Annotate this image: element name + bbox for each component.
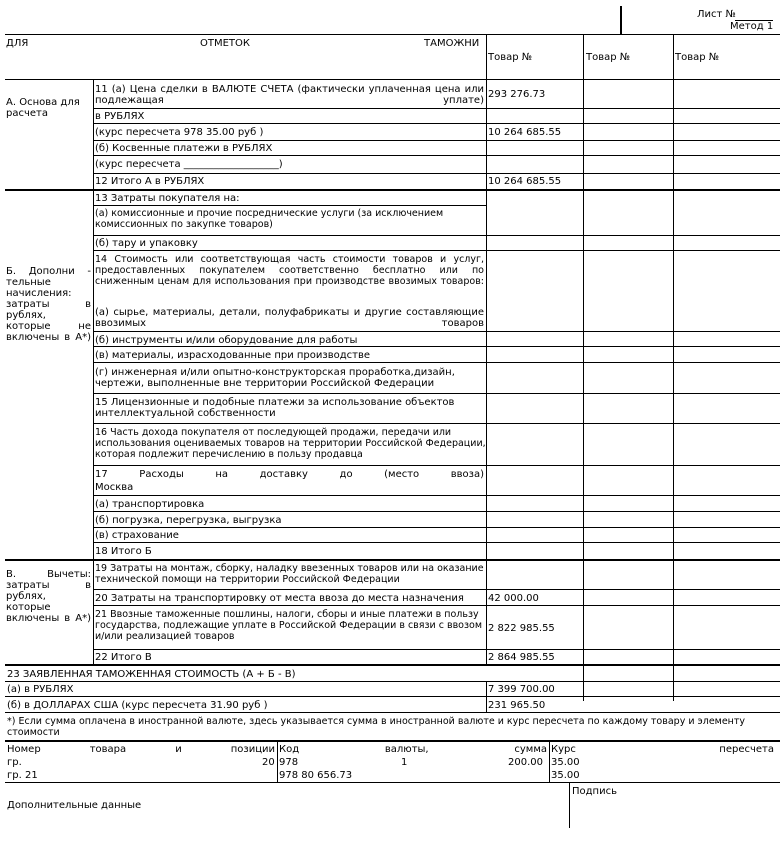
row-23a-label: (а) в РУБЛЯХ (7, 684, 74, 695)
row-17-label: 17 Расходы на доставку до (место ввоза) (95, 469, 484, 480)
row-20-label: 20 Затраты на транспортировку от места ввоза до места назначения (95, 593, 464, 604)
section-c-title: В. Вычеты: затраты в рублях, которые включены в А*) (6, 569, 91, 624)
row-13b-label: (б) тару и упаковку (95, 238, 198, 249)
row-17b-label: (б) погрузка, перегрузка, выгрузка (95, 515, 282, 526)
row-18-label: 18 Итого Б (95, 546, 152, 557)
bottom-row2-code: 978 80 656.73 (279, 770, 353, 781)
row-11b-rate-label: (курс пересчета ___________________) (95, 159, 283, 170)
section-a-title: А. Основа для расчета (6, 97, 80, 119)
row-17a-label: (а) транспортировка (95, 499, 205, 510)
bottom-row1-gr: гр. (7, 757, 22, 768)
row-20-value: 42 000.00 (488, 593, 539, 604)
row-14c-label: (в) материалы, израсходованные при производстве (95, 350, 371, 361)
goods-header-2: Товар № (586, 52, 631, 63)
footnote: *) Если сумма оплачена в иностранной валюте, здесь указывается сумма в иностранной валюте и курс пересчета по каждому товару и элементу стоимости (7, 716, 746, 738)
row-12-label: 12 Итого А в РУБЛЯХ (95, 176, 205, 187)
bottom-row1-n: 1 (401, 757, 408, 768)
bottom-col3-header: Курс пересчета (551, 744, 774, 755)
row-14-label: 14 Стоимость или соответствующая часть стоимости товаров и услуг, предоставленных покупателем соответственно бесплатно или по сниженным ценам для использования при производстве ввозимых товаров: (95, 254, 484, 287)
row-22-label: 22 Итого В (95, 652, 152, 663)
row-14b-label: (б) инструменты и/или оборудование для работы (95, 335, 358, 346)
row-22-value: 2 864 985.55 (488, 652, 555, 663)
row-14d-label: (г) инженерная и/или опытно-конструкторская проработка,дизайн, чертежи, выполненные вне территории Российской Федерации (95, 367, 455, 389)
goods-header-3: Товар № (675, 52, 720, 63)
bottom-row2-gr: гр. 21 (7, 770, 38, 781)
bottom-col2-header: Код валюты, сумма (279, 744, 547, 755)
bottom-col1-header: Номер товара и позиции (7, 744, 275, 755)
section-b-title: Б. Дополни - тельные начисления: затраты в рублях, которые не включены в А*) (6, 266, 91, 343)
bottom-row2-rate: 35.00 (551, 770, 580, 781)
row-17c-label: (в) страхование (95, 530, 179, 541)
row-11-label: 11 (а) Цена сделки в ВАЛЮТЕ СЧЕТА (фактически уплаченная цена или подлежащая уплате) (95, 84, 484, 106)
signature-label: Подпись (572, 786, 617, 797)
row-11b-label: (б) Косвенные платежи в РУБЛЯХ (95, 143, 273, 154)
sheet-label: Лист № (697, 9, 736, 20)
customs-label-mid: ОТМЕТОК (200, 38, 251, 49)
row-23a-value: 7 399 700.00 (488, 684, 555, 695)
row-21-value: 2 822 985.55 (488, 623, 555, 634)
row-11-value: 293 276.73 (488, 89, 546, 100)
row-23-label: 23 ЗАЯВЛЕННАЯ ТАМОЖЕННАЯ СТОИМОСТЬ (А + Б - В) (7, 669, 296, 680)
row-23b-value: 231 965.50 (488, 700, 546, 711)
bottom-row1-pos: 20 (262, 757, 275, 768)
row-12-value: 10 264 685.55 (488, 176, 562, 187)
goods-header-1: Товар № (488, 52, 533, 63)
row-16-label: 16 Часть дохода покупателя от последующей продажи, передачи или использования оцениваемых товаров на территории Российской Федерации, которая подлежит перечислению в пользу продавца (95, 427, 486, 460)
row-11-rate-value: 10 264 685.55 (488, 127, 562, 138)
customs-label-right: ТАМОЖНИ (424, 38, 480, 49)
method-label: Метод 1 (730, 21, 774, 32)
row-19-label: 19 Затраты на монтаж, сборку, наладку ввезенных товаров или на оказание технической помощи на территории Российской Федерации (95, 563, 484, 585)
row-13a-label: (а) комиссионные и прочие посреднические услуги (за исключением комиссионных по закупке товаров) (95, 208, 444, 230)
row-11-rub-label: в РУБЛЯХ (95, 111, 145, 122)
row-11-rate-label: (курс пересчета 978 35.00 руб ) (95, 127, 264, 138)
extra-data-label: Дополнительные данные (7, 800, 142, 811)
row-21-label: 21 Ввозные таможенные пошлины, налоги, сборы и иные платежи в пользу государства, подлежащие уплате в Российской Федерации в связи с ввозом и/или реализацией товаров (95, 609, 483, 642)
row-13-label: 13 Затраты покупателя на: (95, 193, 240, 204)
row-23b-label: (б) в ДОЛЛАРАХ США (курс пересчета 31.90 руб ) (7, 700, 268, 711)
row-15-label: 15 Лицензионные и подобные платежи за использование объектов интеллектуальной собственности (95, 397, 455, 419)
bottom-row1-code: 978 (279, 757, 299, 768)
customs-label-left: ДЛЯ (6, 38, 29, 49)
row-17-place: Москва (95, 482, 134, 493)
bottom-row1-sum: 200.00 (508, 757, 543, 768)
row-14a-label: (а) сырье, материалы, детали, полуфабрикаты и другие составляющие ввозимых товаров (95, 307, 484, 329)
bottom-row1-rate: 35.00 (551, 757, 580, 768)
